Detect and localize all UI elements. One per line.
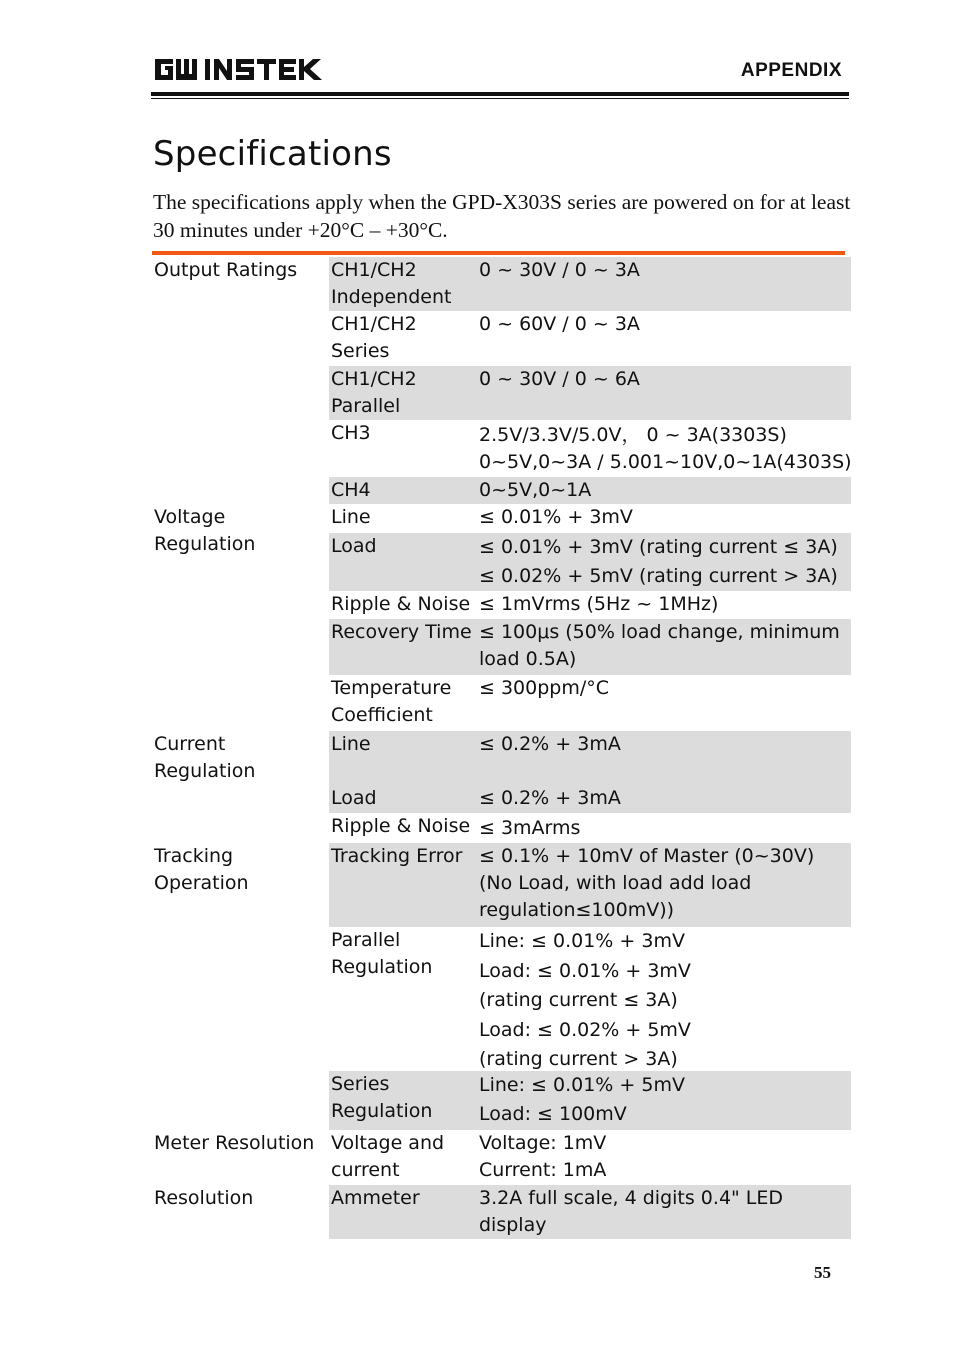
spec-item: Line Load: [331, 733, 377, 809]
table-row: [152, 420, 852, 477]
spec-item: Recovery Time: [331, 621, 472, 643]
spec-item: CH1/CH2 Parallel: [331, 368, 417, 417]
table-row: [152, 675, 852, 731]
spec-item: Series Regulation: [331, 1073, 433, 1122]
table-row: [152, 1130, 852, 1185]
spec-value: ≤ 100μs (50% load change, minimum load 0.5A): [479, 621, 840, 670]
accent-rule: [152, 251, 845, 255]
spec-value: ≤ 0.01% + 3mV: [479, 506, 633, 528]
spec-value: 3.2A full scale, 4 digits 0.4" LED display: [479, 1187, 784, 1236]
table-row: [152, 619, 852, 675]
spec-item: Temperature Coefficient: [331, 677, 452, 726]
gw-instek-logo: [153, 55, 325, 83]
page-number: 55: [814, 1263, 831, 1282]
spec-item: Voltage and current: [331, 1132, 445, 1181]
table-row: [152, 927, 852, 1071]
spec-item: CH1/CH2 Series: [331, 313, 417, 362]
table-row: [152, 813, 852, 843]
spec-value: 2.5V/3.3V/5.0V， 0 ~ 3A(3303S) 0~5V,0~3A / 5.001~10V,0~1A(4303S): [479, 424, 852, 473]
spec-item: Ripple & Noise: [331, 593, 471, 615]
spec-category: Voltage Regulation: [154, 506, 256, 555]
spec-value: ≤ 0.2% + 3mA ≤ 0.2% + 3mA: [479, 733, 621, 809]
spec-item: CH3: [331, 422, 371, 444]
table-row: [152, 1185, 852, 1239]
spec-item: Ammeter: [331, 1187, 420, 1209]
spec-category: Output Ratings: [154, 259, 298, 281]
spec-table: [152, 257, 852, 1239]
table-row: [152, 311, 852, 366]
spec-item: Parallel Regulation: [331, 929, 433, 978]
table-row: [152, 366, 852, 420]
spec-value: ≤ 3mArms: [479, 817, 581, 839]
table-row: [152, 591, 852, 619]
spec-item: CH1/CH2 Independent: [331, 259, 452, 308]
table-row: [152, 477, 852, 504]
table-row: [152, 731, 852, 813]
spec-value: Line: ≤ 0.01% + 3mV Load: ≤ 0.01% + 3mV (rating current ≤ 3A) Load: ≤ 0.02% + 5mV (rating current > 3A): [479, 930, 691, 1070]
spec-value: 0~5V,0~1A: [479, 479, 592, 501]
header-rule: [151, 92, 849, 96]
section-label: APPENDIX: [740, 60, 842, 81]
spec-item: CH4: [331, 479, 371, 501]
spec-value: Voltage: 1mV Current: 1mA: [479, 1132, 607, 1181]
spec-item: Ripple & Noise: [331, 815, 471, 837]
spec-value: 0 ~ 30V / 0 ~ 6A: [479, 368, 640, 390]
spec-category: Current Regulation: [154, 733, 256, 782]
spec-value: 0 ~ 60V / 0 ~ 3A: [479, 313, 640, 335]
table-row: [152, 1071, 852, 1130]
spec-item: Line: [331, 506, 371, 528]
table-row: [152, 257, 852, 311]
spec-value: ≤ 0.1% + 10mV of Master (0~30V) (No Load, with load add load regulation≤100mV)): [479, 845, 815, 921]
spec-category: Tracking Operation: [154, 845, 249, 894]
header-rule-thin: [151, 98, 849, 99]
spec-category: Meter Resolution: [154, 1132, 315, 1154]
spec-value: 0 ~ 30V / 0 ~ 3A: [479, 259, 640, 281]
spec-value: Line: ≤ 0.01% + 5mV Load: ≤ 100mV: [479, 1074, 685, 1125]
spec-category: Resolution: [154, 1187, 254, 1209]
page-title: Specifications: [153, 134, 392, 174]
spec-value: ≤ 1mVrms (5Hz ~ 1MHz): [479, 593, 719, 615]
spec-value: ≤ 0.01% + 3mV (rating current ≤ 3A) ≤ 0.02% + 5mV (rating current > 3A): [479, 536, 838, 587]
spec-item: Tracking Error: [331, 845, 463, 867]
table-row: [152, 843, 852, 927]
intro-paragraph: The specifications apply when the GPD-X303S series are powered on for at least 30 minutes under +20°C – +30°C.: [153, 190, 851, 242]
spec-value: ≤ 300ppm/°C: [479, 677, 610, 699]
table-row: [152, 533, 852, 591]
spec-item: Load: [331, 535, 377, 557]
